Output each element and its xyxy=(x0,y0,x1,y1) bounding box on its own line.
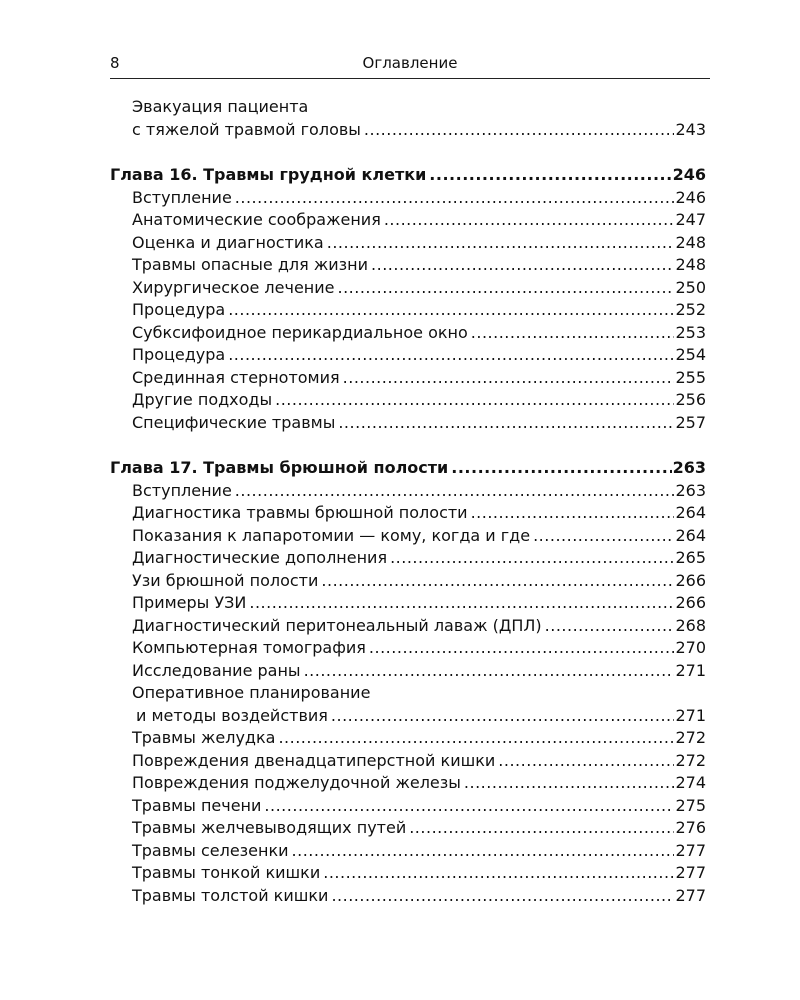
toc-entry-page: 277 xyxy=(675,840,706,860)
toc-entry-title: и методы воздействия xyxy=(136,705,328,725)
dot-leader xyxy=(471,502,675,525)
toc-entry-page: 266 xyxy=(675,570,706,590)
toc-entry-title: Повреждения поджелудочной железы xyxy=(132,773,461,792)
toc-entry xyxy=(110,502,706,525)
toc-entry-title: Оценка и диагностика xyxy=(132,232,324,252)
toc-entry-page: 250 xyxy=(675,277,706,297)
toc-entry xyxy=(110,660,706,683)
toc-entry xyxy=(110,322,706,345)
chapter-17-entries-b xyxy=(110,727,706,907)
toc-entry-page: 266 xyxy=(675,593,706,612)
chapter-title: Глава 16. Травмы грудной клетки xyxy=(110,165,427,184)
toc-entry-page: 243 xyxy=(675,119,706,139)
dot-leader xyxy=(369,637,675,660)
toc-entry-title: Субксифоидное перикардиальное окно xyxy=(132,322,468,342)
toc-entry-evacuation xyxy=(110,119,706,142)
toc-entry-title: Повреждения двенадцатиперстной кишки xyxy=(132,750,496,770)
toc-entry-page: 277 xyxy=(675,863,706,882)
page-header xyxy=(110,51,710,75)
toc-entry xyxy=(110,299,706,322)
chapter-page: 263 xyxy=(672,458,706,477)
toc-entry-title: Травмы тонкой кишки xyxy=(132,863,321,882)
toc-entry-title: Эвакуация пациента xyxy=(132,97,309,116)
toc-entry-page: 257 xyxy=(675,412,706,432)
toc-entry-title: Другие подходы xyxy=(132,390,273,409)
toc-entry xyxy=(110,525,706,548)
dot-leader xyxy=(249,592,674,615)
running-title: Оглавление xyxy=(362,54,458,72)
dot-leader xyxy=(409,817,674,840)
dot-leader xyxy=(304,660,675,683)
toc-entry xyxy=(110,885,706,908)
toc-entry-title: Диагностические дополнения xyxy=(132,548,388,567)
dot-leader xyxy=(390,547,674,570)
dot-leader xyxy=(429,164,671,187)
dot-leader xyxy=(451,457,671,480)
toc-entry xyxy=(110,344,706,367)
toc-entry-title: Компьютерная томография xyxy=(132,638,366,657)
table-of-contents xyxy=(110,96,706,907)
toc-entry-page: 256 xyxy=(675,390,706,409)
toc-entry-title: Диагностика травмы брюшной полости xyxy=(132,503,468,522)
toc-entry xyxy=(110,862,706,885)
toc-entry-title: Оперативное планирование xyxy=(132,683,371,702)
dot-leader xyxy=(384,209,675,232)
dot-leader xyxy=(471,322,675,345)
header-rule xyxy=(110,78,710,79)
toc-entry-page: 264 xyxy=(675,525,706,545)
toc-chapter-16 xyxy=(110,164,706,187)
toc-entry-page: 272 xyxy=(675,750,706,770)
toc-entry-page: 248 xyxy=(675,232,706,252)
page-number: 8 xyxy=(110,54,120,72)
dot-leader xyxy=(235,187,675,210)
toc-entry xyxy=(110,637,706,660)
toc-entry-title: Травмы желчевыводящих путей xyxy=(132,818,407,837)
toc-entry xyxy=(110,389,706,412)
dot-leader xyxy=(338,277,675,300)
toc-entry-title: Исследование раны xyxy=(132,660,301,680)
toc-entry-title: Анатомические соображения xyxy=(132,210,381,229)
toc-entry xyxy=(110,277,706,300)
toc-entry xyxy=(110,480,706,503)
chapter-title: Глава 17. Травмы брюшной полости xyxy=(110,458,449,477)
toc-entry-page: 264 xyxy=(675,503,706,522)
toc-entry-page: 246 xyxy=(675,187,706,207)
toc-entry-title: Вступление xyxy=(132,480,232,500)
dot-leader xyxy=(331,705,675,728)
toc-entry-title: с тяжелой травмой головы xyxy=(132,119,361,139)
toc-entry-title: Процедура xyxy=(132,345,226,364)
toc-chapter-17 xyxy=(110,457,706,480)
dot-leader xyxy=(364,119,675,142)
toc-entry-title: Показания к лапаротомии — кому, когда и где xyxy=(132,525,531,545)
dot-leader xyxy=(338,412,674,435)
dot-leader xyxy=(343,367,675,390)
toc-entry-title: Травмы опасные для жизни xyxy=(132,255,369,274)
dot-leader xyxy=(321,570,674,593)
toc-entry-page: 271 xyxy=(675,705,706,725)
toc-entry-title: Специфические травмы xyxy=(132,412,336,432)
dot-leader xyxy=(228,344,674,367)
toc-entry-page: 255 xyxy=(675,367,706,387)
toc-entry-page: 276 xyxy=(675,818,706,837)
dot-leader xyxy=(275,389,674,412)
toc-entry-operative-line1 xyxy=(110,682,706,705)
toc-entry-page: 268 xyxy=(675,615,706,635)
toc-entry-title: Диагностический перитонеальный лаваж (ДПЛ) xyxy=(132,615,542,635)
toc-entry xyxy=(110,367,706,390)
toc-entry-page: 254 xyxy=(675,345,706,364)
toc-entry xyxy=(110,615,706,638)
dot-leader xyxy=(371,254,674,277)
toc-entry-page: 277 xyxy=(675,885,706,905)
toc-entry-title: Узи брюшной полости xyxy=(132,570,319,590)
toc-entry-title: Срединная стернотомия xyxy=(132,367,340,387)
toc-entry xyxy=(110,412,706,435)
toc-entry-title: Хирургическое лечение xyxy=(132,277,335,297)
toc-entry-page: 253 xyxy=(675,322,706,342)
toc-entry-page: 271 xyxy=(675,660,706,680)
toc-entry-page: 247 xyxy=(675,210,706,229)
toc-entry-page: 275 xyxy=(675,795,706,815)
dot-leader xyxy=(533,525,674,548)
toc-entry-page: 274 xyxy=(675,773,706,792)
toc-entry xyxy=(110,750,706,773)
toc-entry-operative xyxy=(110,705,706,728)
toc-entry xyxy=(110,232,706,255)
toc-entry-page: 252 xyxy=(675,300,706,319)
toc-entry xyxy=(110,187,706,210)
toc-entry xyxy=(110,209,706,232)
toc-entry xyxy=(110,570,706,593)
chapter-page: 246 xyxy=(672,165,706,184)
toc-entry-title: Травмы желудка xyxy=(132,728,276,747)
dot-leader xyxy=(545,615,675,638)
dot-leader xyxy=(327,232,675,255)
toc-entry xyxy=(110,817,706,840)
toc-entry-title: Примеры УЗИ xyxy=(132,593,247,612)
toc-entry xyxy=(110,547,706,570)
dot-leader xyxy=(228,299,674,322)
toc-entry xyxy=(110,840,706,863)
toc-entry xyxy=(110,772,706,795)
toc-entry-title: Вступление xyxy=(132,187,232,207)
toc-entry-page: 265 xyxy=(675,548,706,567)
toc-entry xyxy=(110,592,706,615)
dot-leader xyxy=(264,795,674,818)
toc-entry-page: 272 xyxy=(675,728,706,747)
toc-entry-title: Травмы селезенки xyxy=(132,840,289,860)
toc-entry-title: Процедура xyxy=(132,300,226,319)
toc-entry xyxy=(110,727,706,750)
dot-leader xyxy=(292,840,675,863)
toc-entry-page: 263 xyxy=(675,480,706,500)
toc-entry xyxy=(110,254,706,277)
chapter-17-entries-a xyxy=(110,480,706,683)
toc-entry xyxy=(110,795,706,818)
dot-leader xyxy=(498,750,674,773)
toc-entry-page: 248 xyxy=(675,255,706,274)
toc-entry-page: 270 xyxy=(675,638,706,657)
toc-entry-evacuation-line1 xyxy=(110,96,706,119)
dot-leader xyxy=(331,885,674,908)
dot-leader xyxy=(323,862,674,885)
dot-leader xyxy=(235,480,675,503)
toc-entry-title: Травмы толстой кишки xyxy=(132,885,329,905)
toc-entry-title: Травмы печени xyxy=(132,795,262,815)
dot-leader xyxy=(464,772,675,795)
chapter-16-entries xyxy=(110,187,706,435)
dot-leader xyxy=(278,727,674,750)
